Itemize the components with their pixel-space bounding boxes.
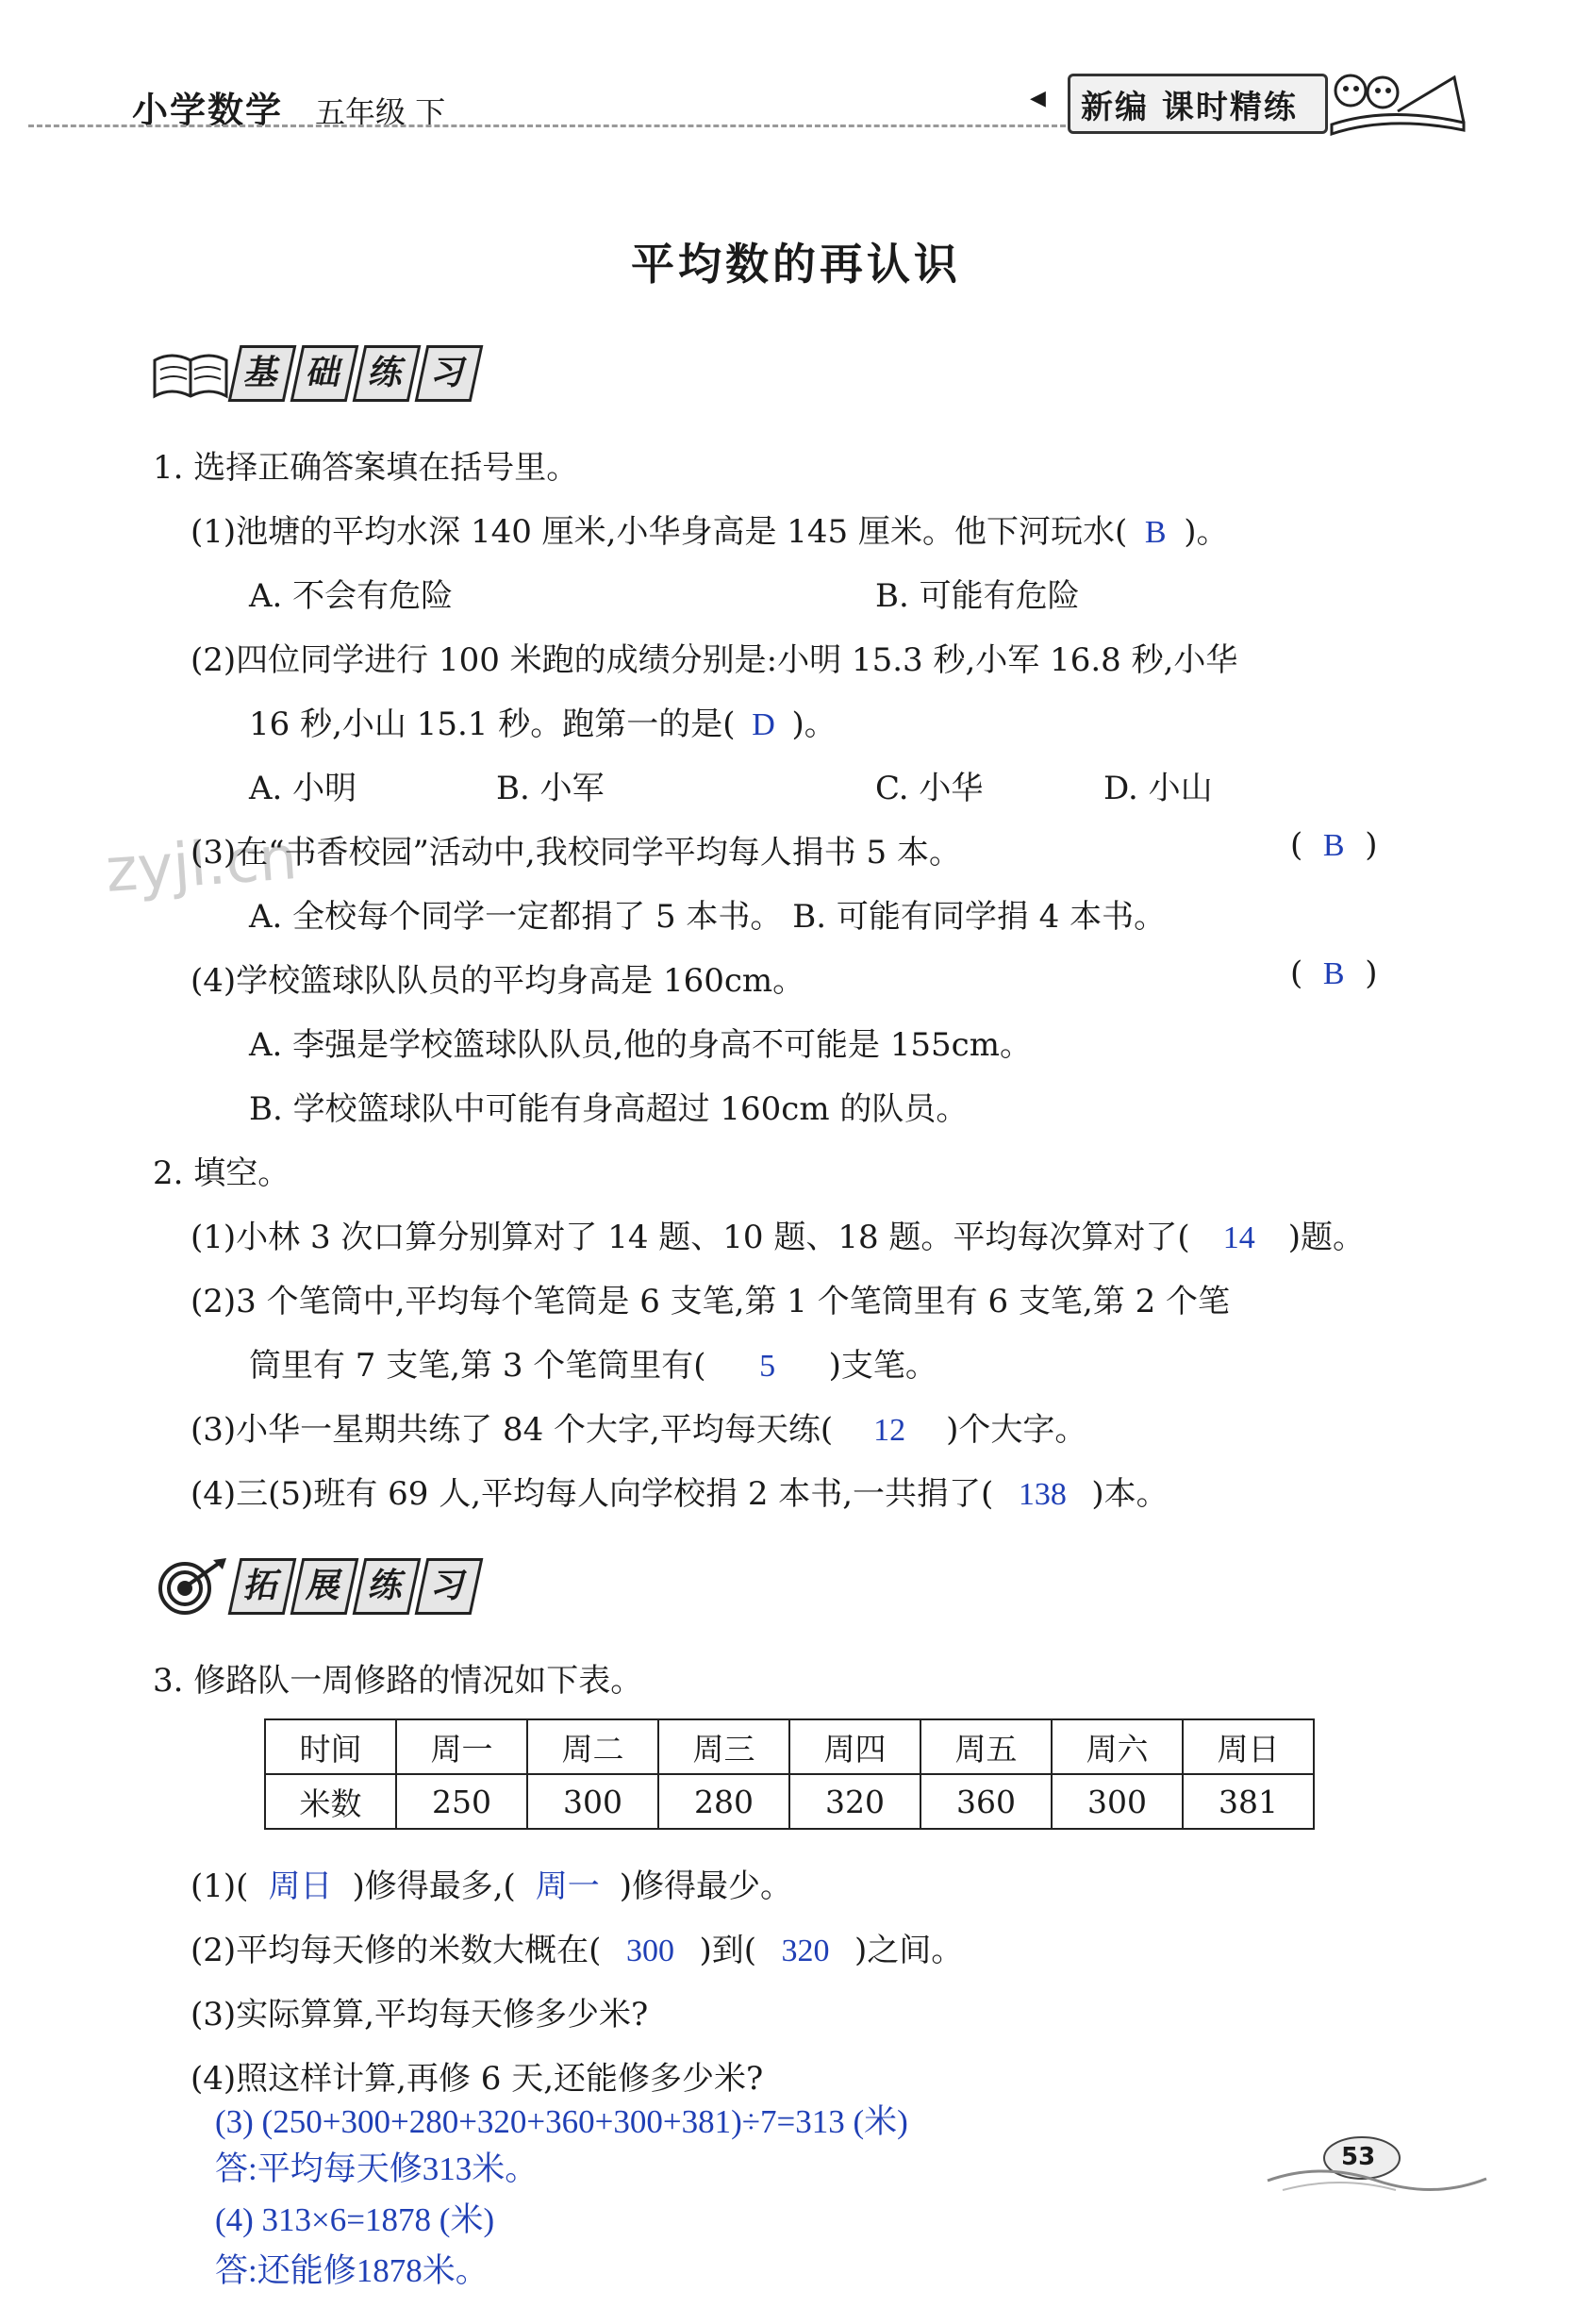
target-icon xyxy=(151,1556,230,1617)
q1-part2-option-d: D. 小山 xyxy=(1103,770,1213,807)
q1-part4-option-b: B. 学校篮球队中可能有身高超过 160cm 的队员。 xyxy=(249,1090,969,1128)
open-book-icon xyxy=(151,347,230,402)
cartoon-book-icon xyxy=(1313,68,1473,140)
section-title-basic: 基 础 练 习 xyxy=(234,345,477,402)
section-title-extended: 拓 展 练 习 xyxy=(234,1558,477,1615)
q3-work-line: 答:平均每天修313米。 xyxy=(215,2150,539,2187)
q2-stem: 2. 填空。 xyxy=(153,1154,290,1192)
q1-part2-line1: (2)四位同学进行 100 米跑的成绩分别是:小明 15.3 秒,小军 16.8 秒,小华 xyxy=(191,641,1238,679)
answer: 12 xyxy=(873,1413,906,1448)
answer: 300 xyxy=(625,1934,674,1968)
q1-part2-option-a: A. 小明 xyxy=(249,770,357,807)
answer: B xyxy=(1144,515,1167,550)
q3-work-line: (3) (250+300+280+320+360+300+381)÷7=313 (米) xyxy=(215,2103,908,2140)
answer: 周日 xyxy=(268,1869,333,1904)
table-cell: 周四 xyxy=(789,1719,920,1774)
q1-part3-stem: (3)在“书香校园”活动中,我校同学平均每人捐书 5 本。 xyxy=(191,834,961,872)
answer: 320 xyxy=(781,1934,830,1968)
table-cell: 周三 xyxy=(658,1719,789,1774)
q1-part1-option-a: A. 不会有危险 xyxy=(249,577,454,615)
table-cell: 360 xyxy=(920,1774,1052,1829)
q1-part2-option-b: B. 小军 xyxy=(496,770,605,807)
table-cell: 300 xyxy=(1052,1774,1183,1829)
q1-part3-answer-box: ( B ) xyxy=(1290,826,1378,864)
q3-part4: (4)照这样计算,再修 6 天,还能修多少米? xyxy=(191,2060,764,2098)
q1-part4-answer-box: ( B ) xyxy=(1290,954,1378,992)
answer: B xyxy=(1322,956,1345,991)
table-cell: 280 xyxy=(658,1774,789,1829)
table-row xyxy=(265,1774,1314,1829)
brand-title: 新编 课时精练 xyxy=(1081,89,1298,126)
q2-part2-line1: (2)3 个笔筒中,平均每个笔筒是 6 支笔,第 1 个笔筒里有 6 支笔,第 2 个笔 xyxy=(191,1283,1231,1320)
header-divider xyxy=(28,124,1066,127)
header-subject: 小学数学 五年级 下 xyxy=(132,90,446,131)
watermark: zyjl.cn xyxy=(103,823,300,906)
page-title: 平均数的再认识 xyxy=(631,239,961,290)
table-header-row xyxy=(265,1719,1314,1774)
page-number: 53 xyxy=(1341,2143,1376,2171)
page-number-decoration xyxy=(1264,2133,1490,2200)
section-basic-practice xyxy=(151,341,490,404)
q2-part3: (3)小华一星期共练了 84 个大字,平均每天练( 12 )个大字。 xyxy=(191,1411,1087,1449)
table-cell: 300 xyxy=(527,1774,658,1829)
table-cell: 周五 xyxy=(920,1719,1052,1774)
header-brand xyxy=(1030,68,1473,140)
q3-stem: 3. 修路队一周修路的情况如下表。 xyxy=(153,1662,643,1700)
table-cell: 周一 xyxy=(396,1719,527,1774)
q1-part1: (1)池塘的平均水深 140 厘米,小华身高是 145 厘米。他下河玩水( B )。 xyxy=(191,513,1229,551)
q1-part4-option-a: A. 李强是学校篮球队队员,他的身高不可能是 155cm。 xyxy=(249,1026,1032,1064)
table-cell: 周日 xyxy=(1183,1719,1314,1774)
answer: 14 xyxy=(1222,1220,1255,1255)
answer: D xyxy=(752,707,775,742)
table-cell: 周六 xyxy=(1052,1719,1183,1774)
q1-stem: 1. 选择正确答案填在括号里。 xyxy=(153,449,579,487)
table-cell: 米数 xyxy=(265,1774,396,1829)
q2-part2-line2: 筒里有 7 支笔,第 3 个笔筒里有( 5 )支笔。 xyxy=(249,1347,937,1385)
table-cell: 320 xyxy=(789,1774,920,1829)
table-cell: 381 xyxy=(1183,1774,1314,1829)
answer: B xyxy=(1322,828,1345,863)
q1-part4-stem: (4)学校篮球队队员的平均身高是 160cm。 xyxy=(191,962,805,1000)
table-cell: 250 xyxy=(396,1774,527,1829)
q1-part2-option-c: C. 小华 xyxy=(875,770,984,807)
q3-part2: (2)平均每天修的米数大概在( 300 )到( 320 )之间。 xyxy=(191,1932,964,1969)
q3-part1: (1)( 周日 )修得最多,( 周一 )修得最少。 xyxy=(191,1860,792,1906)
section-extended-practice xyxy=(151,1554,490,1617)
table-cell: 周二 xyxy=(527,1719,658,1774)
q1-part3-options: A. 全校每个同学一定都捐了 5 本书。 B. 可能有同学捐 4 本书。 xyxy=(249,898,1167,936)
q2-part4: (4)三(5)班有 69 人,平均每人向学校捐 2 本书,一共捐了( 138 )本。 xyxy=(191,1475,1169,1513)
answer: 5 xyxy=(759,1349,776,1384)
q1-part1-option-b: B. 可能有危险 xyxy=(875,577,1080,615)
table-cell: 时间 xyxy=(265,1719,396,1774)
arrow-left-icon: ◀ xyxy=(1030,87,1046,110)
answer: 周一 xyxy=(535,1869,600,1904)
q3-part3: (3)实际算算,平均每天修多少米? xyxy=(191,1996,649,2034)
road-work-table xyxy=(264,1718,1315,1830)
answer: 138 xyxy=(1018,1477,1067,1512)
q1-part2-line2: 16 秒,小山 15.1 秒。跑第一的是( D )。 xyxy=(249,706,837,743)
q2-part1: (1)小林 3 次口算分别算对了 14 题、10 题、18 题。平均每次算对了( 14 )题。 xyxy=(191,1219,1365,1256)
q3-work-line: (4) 313×6=1878 (米) xyxy=(215,2201,495,2238)
q3-work-line: 答:还能修1878米。 xyxy=(215,2252,489,2289)
